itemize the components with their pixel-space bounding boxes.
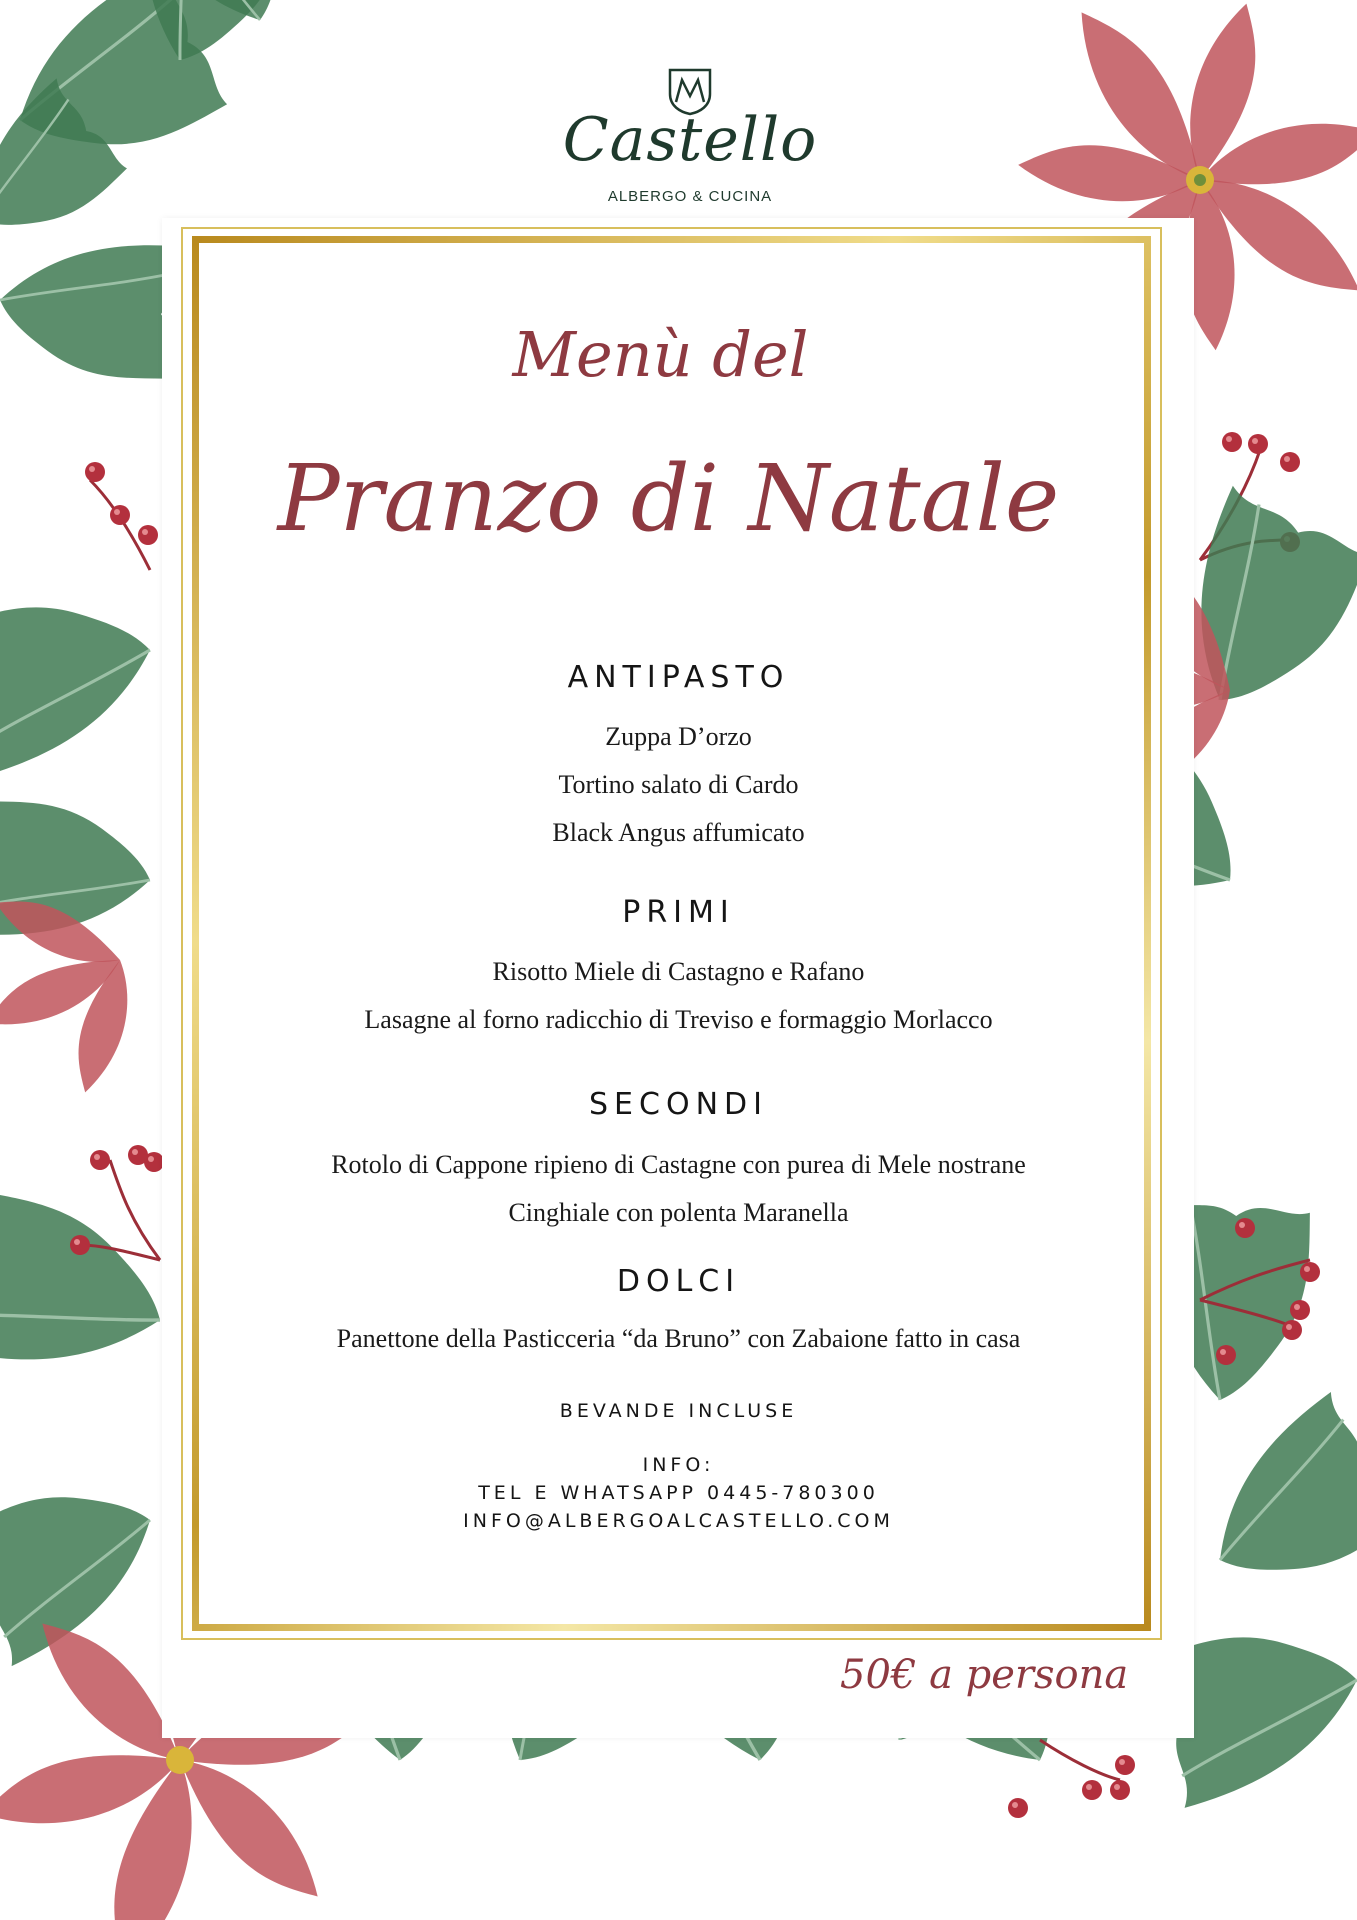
menu-item: Rotolo di Cappone ripieno di Castagne con purea di Mele nostrane [331, 1150, 1026, 1179]
title-line-2: Pranzo di Natale [277, 445, 1060, 552]
price: 50€ a persona [840, 1652, 1129, 1698]
menu-item: Cinghiale con polenta Maranella [508, 1198, 849, 1227]
menu-item: Panettone della Pasticceria “da Bruno” con Zabaione fatto in casa [336, 1324, 1021, 1353]
drinks-included: BEVANDE INCLUSE [559, 1400, 798, 1422]
menu-item: Risotto Miele di Castagno e Rafano [492, 957, 865, 986]
menu-item: Lasagne al forno radicchio di Treviso e formaggio Morlacco [364, 1005, 993, 1034]
info-email: INFO@ALBERGOALCASTELLO.COM [463, 1510, 894, 1532]
section-heading-antipasto: ANTIPASTO [567, 660, 790, 695]
menu-item: Zuppa D’orzo [605, 722, 752, 751]
info-label: INFO: [642, 1454, 715, 1476]
section-heading-secondi: SECONDI [589, 1087, 768, 1122]
menu-item: Black Angus affumicato [552, 818, 805, 847]
info-phone: TEL E WHATSAPP 0445-780300 [478, 1482, 879, 1504]
section-heading-dolci: DOLCI [616, 1264, 741, 1299]
section-heading-primi: PRIMI [622, 895, 735, 930]
logo [560, 60, 820, 210]
logo-subtitle: ALBERGO & CUCINA [607, 188, 773, 205]
menu-item: Tortino salato di Cardo [558, 770, 799, 799]
logo-name: Castello [562, 105, 818, 175]
title-line-1: Menù del [512, 318, 809, 391]
